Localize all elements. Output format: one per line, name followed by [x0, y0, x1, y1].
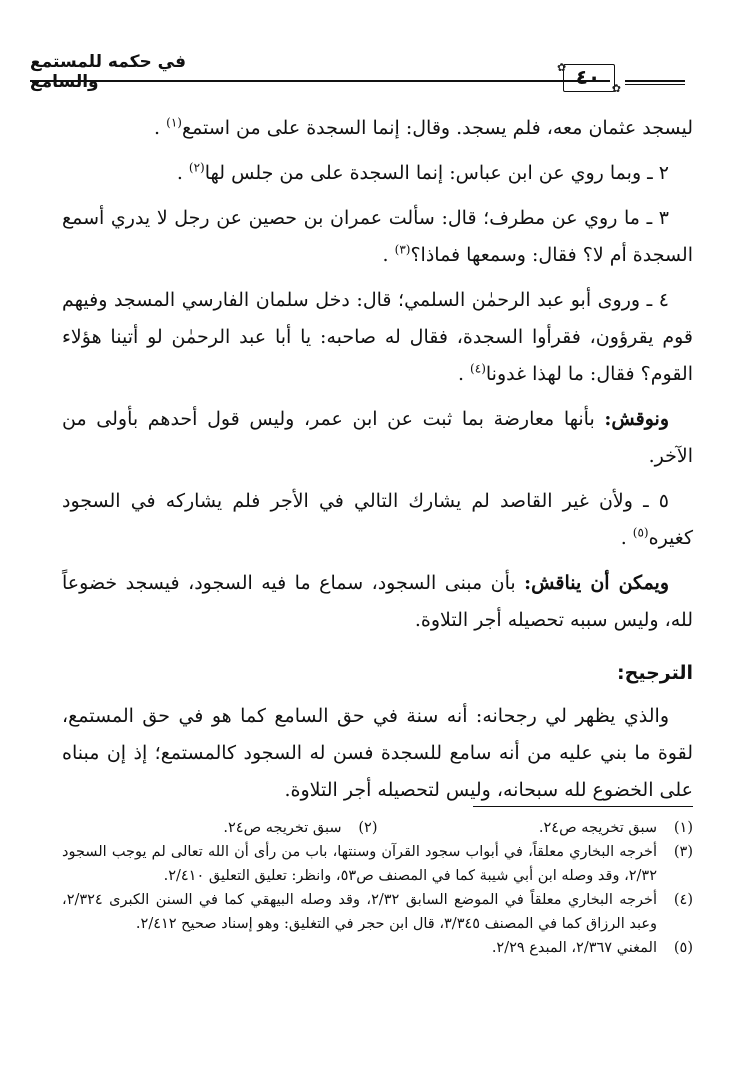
footnote-text: أخرجه البخاري معلقاً في الموضع السابق ٢/٣٢، وقد وصله البيهقي كما في السنن الكبرى ٢/٣٢٤، وعبد الرزاق كما في المصنف ٣/٣٤٥، قال ابن حجر في التغليق: وهو إسناد صحيح ٢/٤١٢.: [62, 892, 658, 932]
footnote-text: المغني ٢/٣٦٧، المبدع ٢/٢٩.: [491, 940, 657, 956]
footnote-ref[interactable]: (٢): [188, 160, 205, 175]
body-text: [62, 110, 693, 817]
paragraph: [62, 155, 693, 192]
footnote-ref[interactable]: (٣): [394, 242, 411, 257]
footnote-number: (١): [673, 820, 693, 836]
footnote-text: سبق تخريجه ص٢٤.: [538, 820, 657, 836]
footnote-text: أخرجه البخاري معلقاً، في أبواب سجود القرآن وسنتها، باب من رأى أن الله تعالى لم يوجب السجود ٢/٣٢، وقد وصله ابن أبي شيبة كما في المصنف ص٥٣، وانظر: تعليق التعليق ٢/٤١٠.: [62, 844, 657, 884]
header-rule-right-thin: [625, 84, 685, 85]
bold-lead: ويمكن أن يناقش:: [524, 572, 669, 594]
header-rule-right: [625, 80, 685, 82]
footnote-text: سبق تخريجه ص٢٤.: [223, 820, 342, 836]
footnote-row: [62, 816, 693, 840]
section-heading: الترجيح:: [617, 662, 693, 684]
paragraph: [62, 565, 693, 639]
paragraph-end: .: [457, 363, 464, 385]
paragraph-text: بأن مبنى السجود، سماع ما فيه السجود، فيسجد خضوعاً لله، وليس سببه تحصيله أجر التلاوة.: [62, 572, 693, 631]
footnote-number: (٤): [673, 892, 693, 908]
footnote: [378, 816, 694, 840]
header-rule: [30, 80, 610, 82]
paragraph-text: ٣ ـ ما روي عن مطرف؛ قال: سألت عمران بن حصين عن رجل لا يدري أسمع السجدة أم لا؟ فقال: وسمعها فماذا؟: [62, 207, 693, 266]
paragraph: [62, 401, 693, 475]
paragraph-text: ليسجد عثمان معه، فلم يسجد. وقال: إنما السجدة على من استمع: [181, 117, 693, 139]
bold-lead: ونوقش:: [604, 408, 669, 430]
paragraph-end: .: [620, 527, 627, 549]
footnote-number: (٥): [673, 940, 693, 956]
paragraph-text: بأنها معارضة بما ثبت عن ابن عمر، وليس قول أحدهم بأولى من الآخر.: [62, 408, 693, 467]
footnote: [62, 936, 693, 960]
page-number: ٤٠: [575, 65, 601, 89]
running-title: في حكمه للمستمع والسامع: [30, 52, 186, 92]
footnote-separator: [473, 806, 693, 807]
paragraph: [62, 110, 693, 147]
paragraph: [62, 200, 693, 274]
ornament-icon: ✿: [557, 61, 567, 74]
footnote-number: (٣): [673, 844, 693, 860]
page-number-box: [555, 60, 621, 94]
paragraph-end: .: [154, 117, 161, 139]
paragraph-text: ٢ ـ وبما روي عن ابن عباس: إنما السجدة على من جلس لها: [204, 162, 669, 184]
paragraph-text: والذي يظهر لي رجحانه: أنه سنة في حق السامع كما هو في حق المستمع، لقوة ما بني عليه من أنه سامع للسجدة فسن له السجود كالمستمع؛ إذ إن مبناه على الخضوع لله سبحانه، وليس لتحصيله أجر التلاوة.: [62, 705, 693, 801]
paragraph: [62, 483, 693, 557]
paragraph: [62, 282, 693, 393]
footnote: [62, 840, 693, 888]
footnote-number: (٢): [358, 820, 378, 836]
paragraph-end: .: [176, 162, 183, 184]
paragraph-text: ٤ ـ وروى أبو عبد الرحمٰن السلمي؛ قال: دخل سلمان الفارسي المسجد وفيهم قوم يقرؤون، فقرأوا السجدة، فقال له صاحبه: يا أبا عبد الرحمٰن لو أتينا هؤلاء القوم؟ فقال: ما لهذا غدونا: [62, 289, 693, 385]
footnote-ref[interactable]: (٥): [632, 525, 649, 540]
footnote: [62, 888, 693, 936]
ornament-icon: ✿: [611, 82, 621, 95]
paragraph-text: ٥ ـ ولأن غير القاصد لم يشارك التالي في الأجر فلم يشاركه في السجود كغيره: [62, 490, 693, 549]
footnote: [62, 816, 378, 840]
footnote-ref[interactable]: (٤): [470, 361, 486, 376]
paragraph-end: .: [382, 244, 389, 266]
paragraph: [62, 698, 693, 809]
footnote-ref[interactable]: (١): [166, 115, 182, 130]
footnotes: [62, 816, 693, 960]
